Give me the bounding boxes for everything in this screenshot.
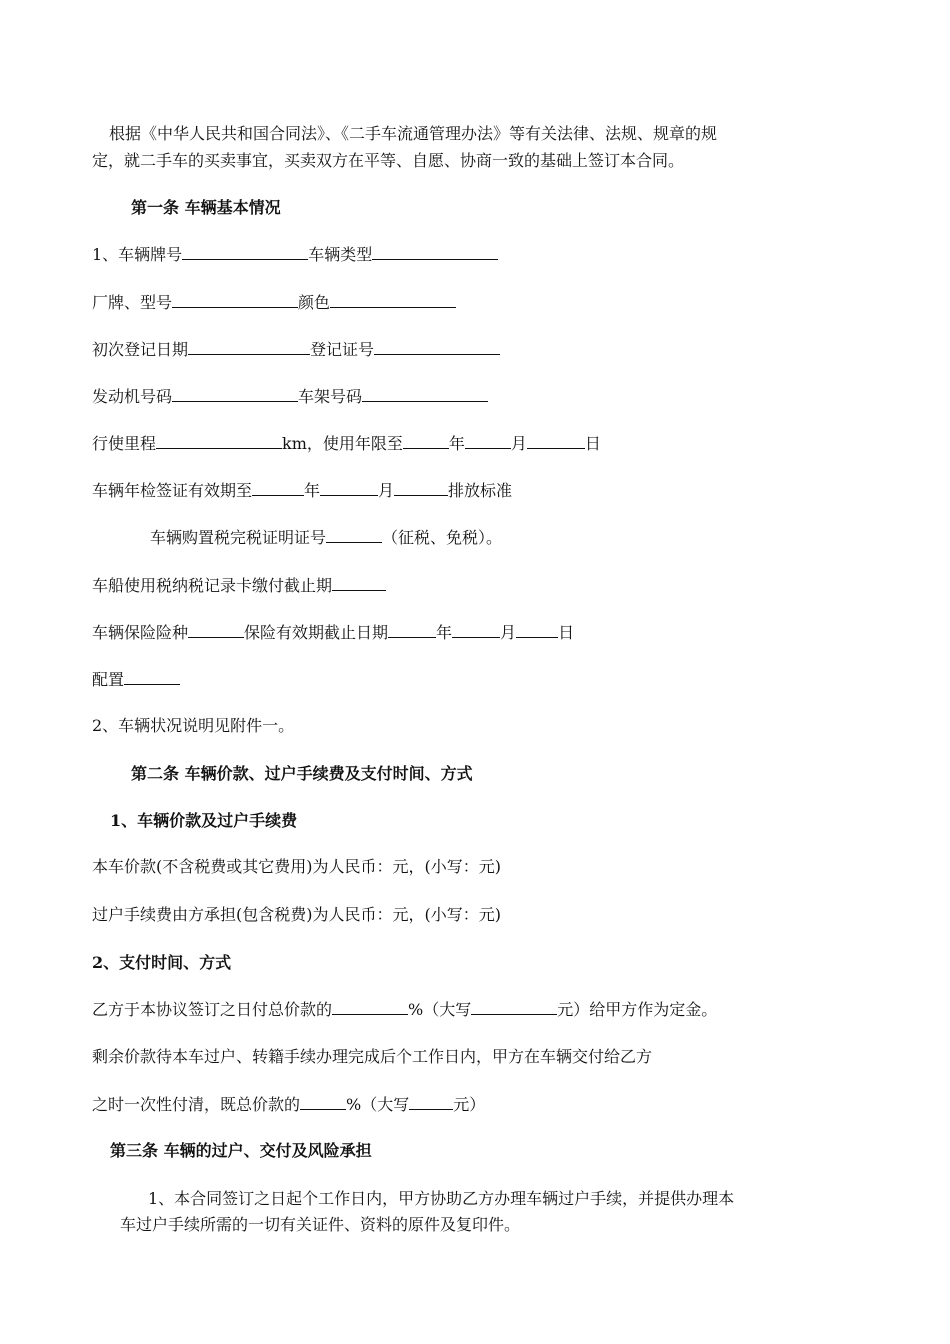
article2-sub1: 1、车辆价款及过户手续费 <box>110 811 298 830</box>
deposit-tail: 元）给甲方作为定金。 <box>557 1000 718 1019</box>
reg-cert-label: 登记证号 <box>310 340 375 359</box>
insurance-label: 车辆保险险种 <box>92 623 189 642</box>
deposit-label: 乙方于本协议签订之日付总价款的 <box>92 1000 333 1019</box>
deposit-line <box>92 999 717 1020</box>
condition-line: 2、车辆状况说明见附件一。 <box>92 716 295 735</box>
row-registration <box>92 339 500 360</box>
inspection-month-blank[interactable] <box>320 480 378 496</box>
remain-tail: 元） <box>453 1095 486 1114</box>
type-blank[interactable] <box>372 244 498 260</box>
engine-blank[interactable] <box>172 386 298 402</box>
article3-p1-line2: 车过户手续所需的一切有关证件、资料的原件及复印件。 <box>120 1215 521 1234</box>
emission-label: 排放标准 <box>448 481 513 500</box>
deposit-percent-blank[interactable] <box>332 999 408 1015</box>
type-label: 车辆类型 <box>308 245 373 264</box>
remain-capital-label: %（大写 <box>346 1095 410 1114</box>
mileage-blank[interactable] <box>156 433 282 449</box>
engine-label: 发动机号码 <box>92 387 173 406</box>
color-label: 颜色 <box>298 293 331 312</box>
insurance-year-blank[interactable] <box>388 622 436 638</box>
article3-heading: 第三条 车辆的过户、交付及风险承担 <box>110 1141 372 1160</box>
price-line: 本车价款(不含税费或其它费用)为人民币：元，(小写：元) <box>92 857 501 876</box>
article2-heading: 第二条 车辆价款、过户手续费及支付时间、方式 <box>131 764 473 783</box>
row-vessel-tax <box>92 575 386 596</box>
life-day-blank[interactable] <box>527 433 585 449</box>
inspection-year-blank[interactable] <box>252 480 304 496</box>
inspection-label: 车辆年检签证有效期至 <box>92 481 253 500</box>
row-engine-chassis <box>92 386 488 407</box>
year-label: 年 <box>436 623 453 642</box>
article2-sub2: 2、支付时间、方式 <box>92 953 232 972</box>
reg-date-label: 初次登记日期 <box>92 340 189 359</box>
month-label: 月 <box>500 623 517 642</box>
remain-line-2 <box>92 1094 485 1115</box>
brand-blank[interactable] <box>172 292 298 308</box>
vessel-tax-blank[interactable] <box>332 575 386 591</box>
row-purchase-tax <box>150 527 502 548</box>
color-blank[interactable] <box>330 292 456 308</box>
insurance-type-blank[interactable] <box>188 622 244 638</box>
mileage-label: 行使里程 <box>92 434 157 453</box>
reg-cert-blank[interactable] <box>374 339 500 355</box>
row-inspection <box>92 480 512 501</box>
fee-line: 过户手续费由方承担(包含税费)为人民币：元，(小写：元) <box>92 905 501 924</box>
inspection-day-blank[interactable] <box>394 480 448 496</box>
insurance-day-blank[interactable] <box>516 622 558 638</box>
chassis-label: 车架号码 <box>298 387 363 406</box>
plate-blank[interactable] <box>182 244 308 260</box>
purchase-tax-blank[interactable] <box>326 527 382 543</box>
config-label: 配置 <box>92 670 125 689</box>
life-year-blank[interactable] <box>403 433 449 449</box>
article1-heading: 第一条 车辆基本情况 <box>131 198 281 217</box>
remain-label: 之时一次性付清，既总价款的 <box>92 1095 301 1114</box>
purchase-tax-note: （征税、免税）。 <box>382 528 503 547</box>
brand-label: 厂牌、型号 <box>92 293 173 312</box>
day-label: 日 <box>584 434 601 453</box>
row-config <box>92 669 180 690</box>
article3-p1-line1: 1、本合同签订之日起个工作日内，甲方协助乙方办理车辆过户手续，并提供办理本 <box>148 1189 735 1208</box>
plate-label: 1、车辆牌号 <box>92 245 183 264</box>
remain-capital-blank[interactable] <box>409 1094 453 1110</box>
year-label: 年 <box>448 434 465 453</box>
purchase-tax-label: 车辆购置税完税证明证号 <box>150 528 327 547</box>
config-blank[interactable] <box>124 669 180 685</box>
row-plate-type <box>92 244 498 265</box>
remain-percent-blank[interactable] <box>300 1094 346 1110</box>
km-label: km，使用年限至 <box>282 434 403 453</box>
intro-line-2: 定，就二手车的买卖事宜，买卖双方在平等、自愿、协商一致的基础上签订本合同。 <box>92 151 685 170</box>
row-mileage <box>92 433 601 454</box>
year-label: 年 <box>304 481 321 500</box>
row-brand-color <box>92 292 456 313</box>
remain-line-1: 剩余价款待本车过户、转籍手续办理完成后个工作日内，甲方在车辆交付给乙方 <box>92 1047 653 1066</box>
deposit-capital-blank[interactable] <box>471 999 557 1015</box>
deposit-capital-label: %（大写 <box>408 1000 472 1019</box>
month-label: 月 <box>378 481 395 500</box>
month-label: 月 <box>510 434 527 453</box>
reg-date-blank[interactable] <box>188 339 310 355</box>
insurance-month-blank[interactable] <box>452 622 500 638</box>
intro-line-1: 根据《中华人民共和国合同法》、《二手车流通管理办法》等有关法律、法规、规章的规 <box>109 124 718 143</box>
insurance-expiry-label: 保险有效期截止日期 <box>244 623 389 642</box>
chassis-blank[interactable] <box>362 386 488 402</box>
day-label: 日 <box>558 623 575 642</box>
life-month-blank[interactable] <box>465 433 511 449</box>
row-insurance <box>92 622 574 643</box>
vessel-tax-label: 车船使用税纳税记录卡缴付截止期 <box>92 576 333 595</box>
